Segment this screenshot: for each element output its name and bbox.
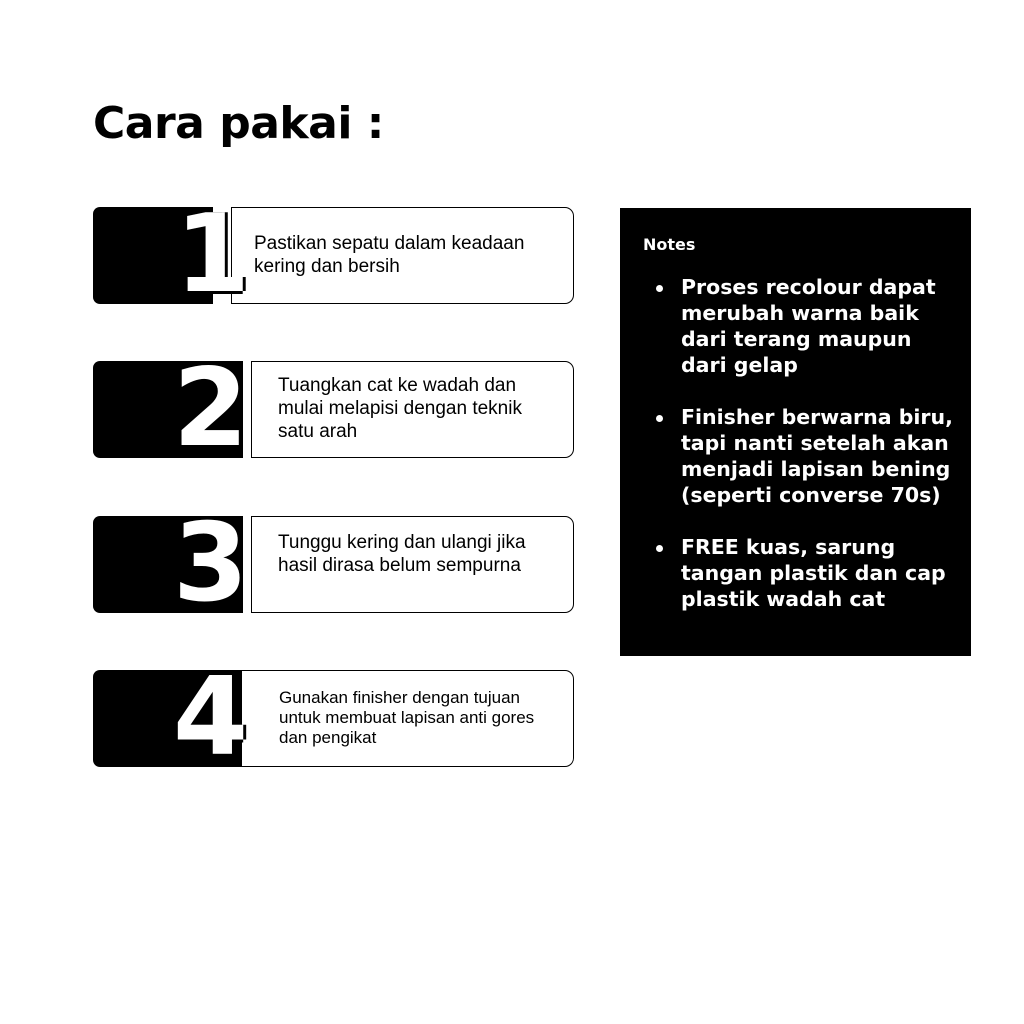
notes-title: Notes (643, 235, 696, 254)
step-4 (93, 655, 574, 780)
step-2 (93, 346, 574, 471)
notes-item (643, 274, 953, 378)
bullet-icon (656, 285, 663, 292)
notes-list (643, 274, 953, 638)
step-text-box (241, 670, 574, 767)
step-text-box (231, 207, 574, 304)
page-title: Cara pakai : (93, 98, 384, 149)
notes-item (643, 534, 953, 612)
step-text: Gunakan finisher dengan tujuan untuk membuat lapisan anti gores dan pengikat (279, 688, 535, 747)
bullet-icon (656, 415, 663, 422)
step-text: Pastikan sepatu dalam keadaan kering dan bersih (254, 233, 525, 277)
step-text: Tuangkan cat ke wadah dan mulai melapisi dengan teknik satu arah (278, 375, 522, 442)
notes-item (643, 404, 953, 508)
notes-item-text: Finisher berwarna biru, tapi nanti setelah akan menjadi lapisan bening (seperti converse 70s) (681, 405, 953, 507)
step-text-box (251, 516, 574, 613)
step-number: 1 (175, 192, 251, 317)
step-text-box (251, 361, 574, 458)
notes-panel (620, 208, 971, 656)
step-1 (93, 192, 574, 317)
step-number: 3 (173, 501, 249, 626)
bullet-icon (656, 545, 663, 552)
notes-item-text: Proses recolour dapat merubah warna baik dari terang maupun dari gelap (681, 275, 936, 377)
notes-item-text: FREE kuas, sarung tangan plastik dan cap plastik wadah cat (681, 535, 946, 611)
step-number: 2 (173, 346, 249, 471)
step-number: 4 (173, 655, 249, 780)
step-text: Tunggu kering dan ulangi jika hasil dirasa belum sempurna (278, 532, 526, 576)
step-3 (93, 501, 574, 626)
